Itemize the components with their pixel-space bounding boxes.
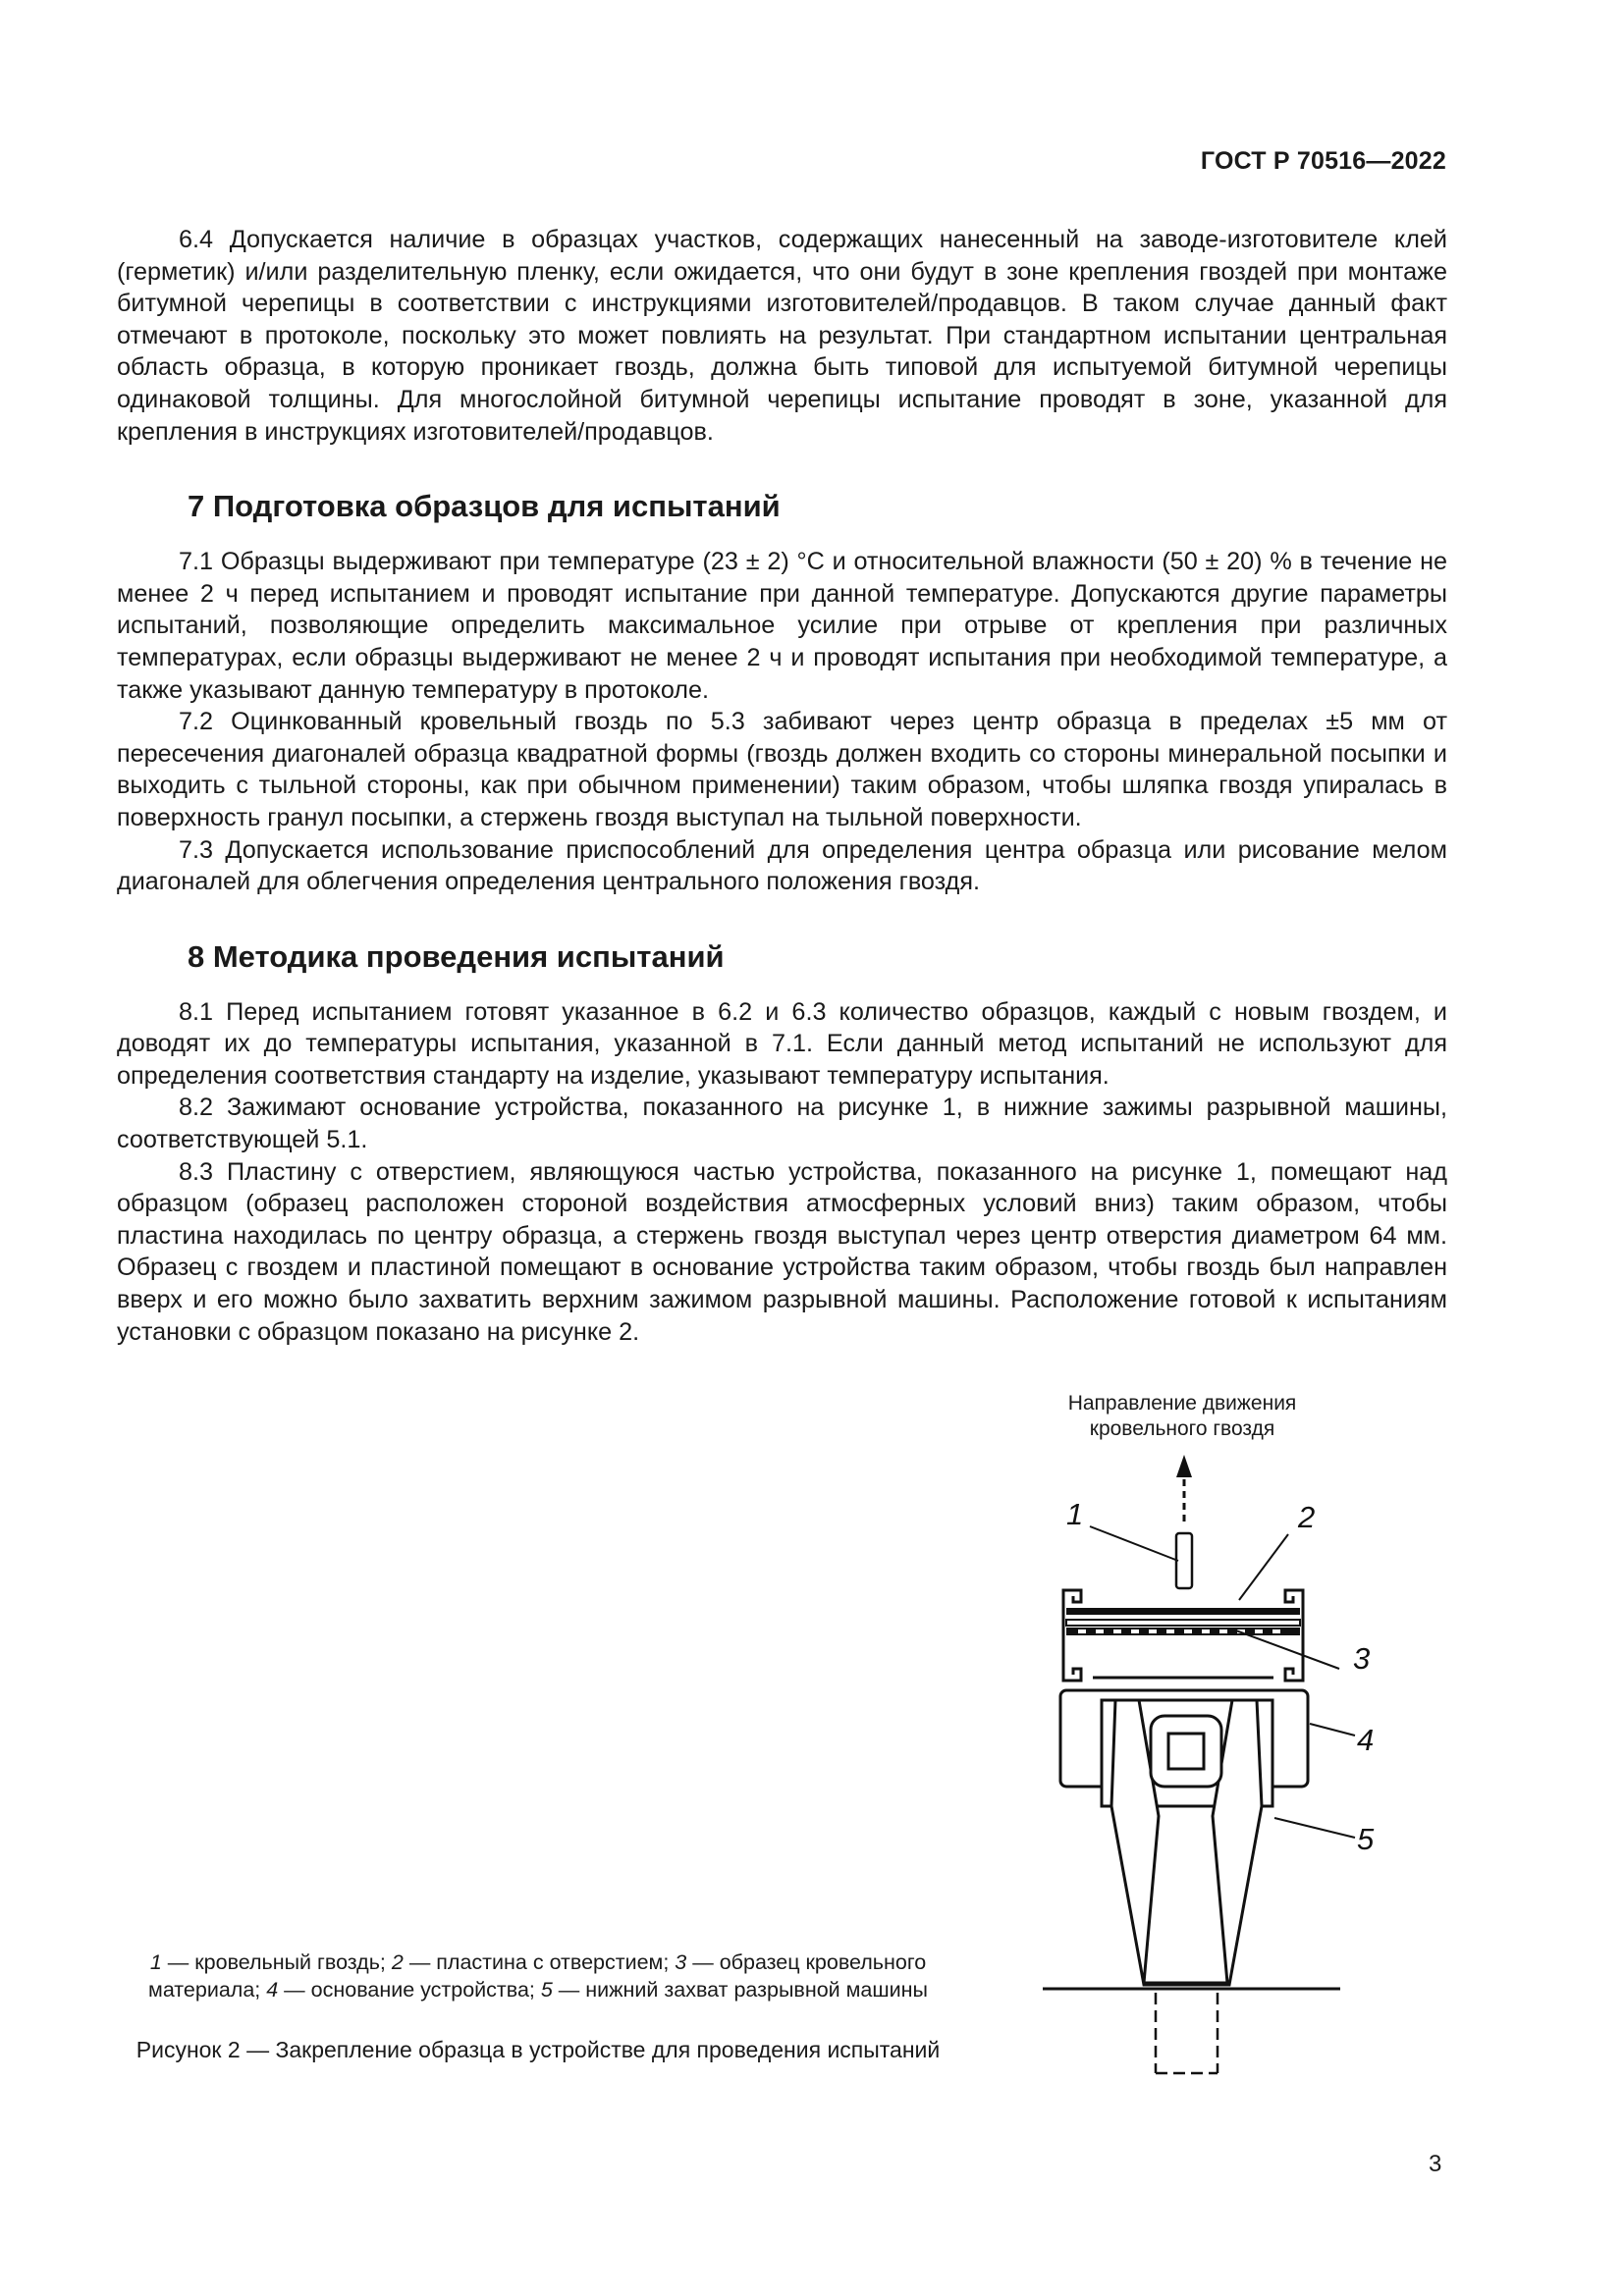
legend-text-2: — пластина с отверстием; xyxy=(403,1950,676,1974)
document-id: ГОСТ Р 70516—2022 xyxy=(1200,147,1446,175)
legend-num-2: 2 xyxy=(391,1950,404,1974)
page-number: 3 xyxy=(1429,2151,1442,2177)
main-text xyxy=(117,224,1447,1348)
paragraph-8-1: 8.1 Перед испытанием готовят указанное в 6.2 и 6.3 количество образцов, каждый с новым гвоздем, и доводят их до температуры испытания, указанной в 7.1. Если данный метод испытаний не используют для определения соответствия стандарту на изделие, указывают температуру испытания. xyxy=(117,997,1447,1090)
direction-label-line1: Направление движения xyxy=(1067,1392,1297,1415)
paragraph-8-3: 8.3 Пластину с отверстием, являющуюся частью устройства, показанного на рисунке 1, помещают над образцом (образец расположен стороной воздействия атмосферных условий вниз) таким образом, чтобы пластина находилась по центру образца, а стержень гвоздя выступал через центр отверстия диаметром 64 мм. Образец с гвоздем и пластиной помещают в основание устройства таким образом, чтобы гвоздь был направлен вверх и его можно было захватить верхним зажимом разрывной машины. Расположение готовой к испытаниям установки с образцом показано на рисунке 2. xyxy=(117,1157,1447,1346)
callout-2: 2 xyxy=(1298,1500,1316,1534)
figure-legend xyxy=(117,1949,959,2003)
callout-3: 3 xyxy=(1353,1641,1371,1676)
legend-text-3: — образец кровельного материала; xyxy=(148,1950,927,2002)
legend-text-1: — кровельный гвоздь; xyxy=(161,1950,392,1974)
legend-num-4: 4 xyxy=(266,1978,279,2002)
lower-grip xyxy=(1102,1700,1272,1985)
legend-text-5: — нижний захват разрывной машины xyxy=(552,1978,928,2002)
specimen xyxy=(1066,1620,1300,1635)
paragraph-7-3: 7.3 Допускается использование приспособлений для определения центра образца или рисование мелом диагоналей для облегчения определения центрального положения гвоздя. xyxy=(117,835,1447,896)
nail-shaft xyxy=(1176,1533,1192,1588)
paragraph-8-2: 8.2 Зажимают основание устройства, показанного на рисунке 1, в нижние зажимы разрывной машины, соответствующей 5.1. xyxy=(117,1094,1447,1154)
heading-section-8: 8 Методика проведения испытаний xyxy=(188,938,725,974)
figure-caption: Рисунок 2 — Закрепление образца в устройстве для проведения испытаний xyxy=(135,2037,941,2062)
paragraph-7-2: 7.2 Оцинкованный кровельный гвоздь по 5.3 забивают через центр образца в пределах ±5 мм от пересечения диагоналей образца квадратной формы (гвоздь должен входить со стороны минеральной посыпки и выходить с тыльной стороны, как при обычном применении) таким образом, чтобы шляпка гвоздя упиралась в поверхность гранул посыпки, а стержень гвоздя выступал на тыльной поверхности. xyxy=(117,708,1447,831)
callout-1: 1 xyxy=(1066,1497,1084,1531)
legend-num-5: 5 xyxy=(540,1978,553,2002)
direction-label-line2: кровельного гвоздя xyxy=(1089,1417,1275,1440)
callout-4: 4 xyxy=(1357,1723,1375,1757)
paragraph-7-1: 7.1 Образцы выдерживают при температуре (23 ± 2) °С и относительной влажности (50 ± 20) % в течение не менее 2 ч перед испытанием и проводят испытание при данной температуре. Допускаются другие параметры испытаний, позволяющие определить максимальное усилие при отрыве от крепления при различных температурах, если образцы выдерживают не менее 2 ч и проводят испытания при необходимой температуре, а также указывают данную температуру в протоколе. xyxy=(117,548,1447,704)
plate-with-hole xyxy=(1066,1608,1300,1615)
legend-num-1: 1 xyxy=(149,1950,162,1974)
legend-text-4: — основание устройства; xyxy=(278,1978,541,2002)
machine-shaft xyxy=(1156,1993,1218,2073)
callout-5: 5 xyxy=(1357,1822,1375,1856)
heading-section-7: 7 Подготовка образцов для испытаний xyxy=(188,489,781,524)
paragraph-6-4: 6.4 Допускается наличие в образцах участков, содержащих нанесенный на заводе-изготовителе клей (герметик) и/или разделительную пленку, если ожидается, что они будут в зоне крепления гвоздей при монтаже битумной черепицы в соответствии с инструкциями изготовителей/продавцов. В таком случае данный факт отмечают в протоколе, поскольку это может повлиять на результат. При стандартном испытании центральная область образца, в которую проникает гвоздь, должна быть типовой для испытуемой битумной черепицы одинаковой толщины. Для многослойной битумной черепицы испытание проводят в зоне, указанной для крепления в инструкциях изготовителей/продавцов. xyxy=(117,226,1447,446)
direction-arrow xyxy=(1176,1455,1192,1526)
legend-num-3: 3 xyxy=(675,1950,687,1974)
